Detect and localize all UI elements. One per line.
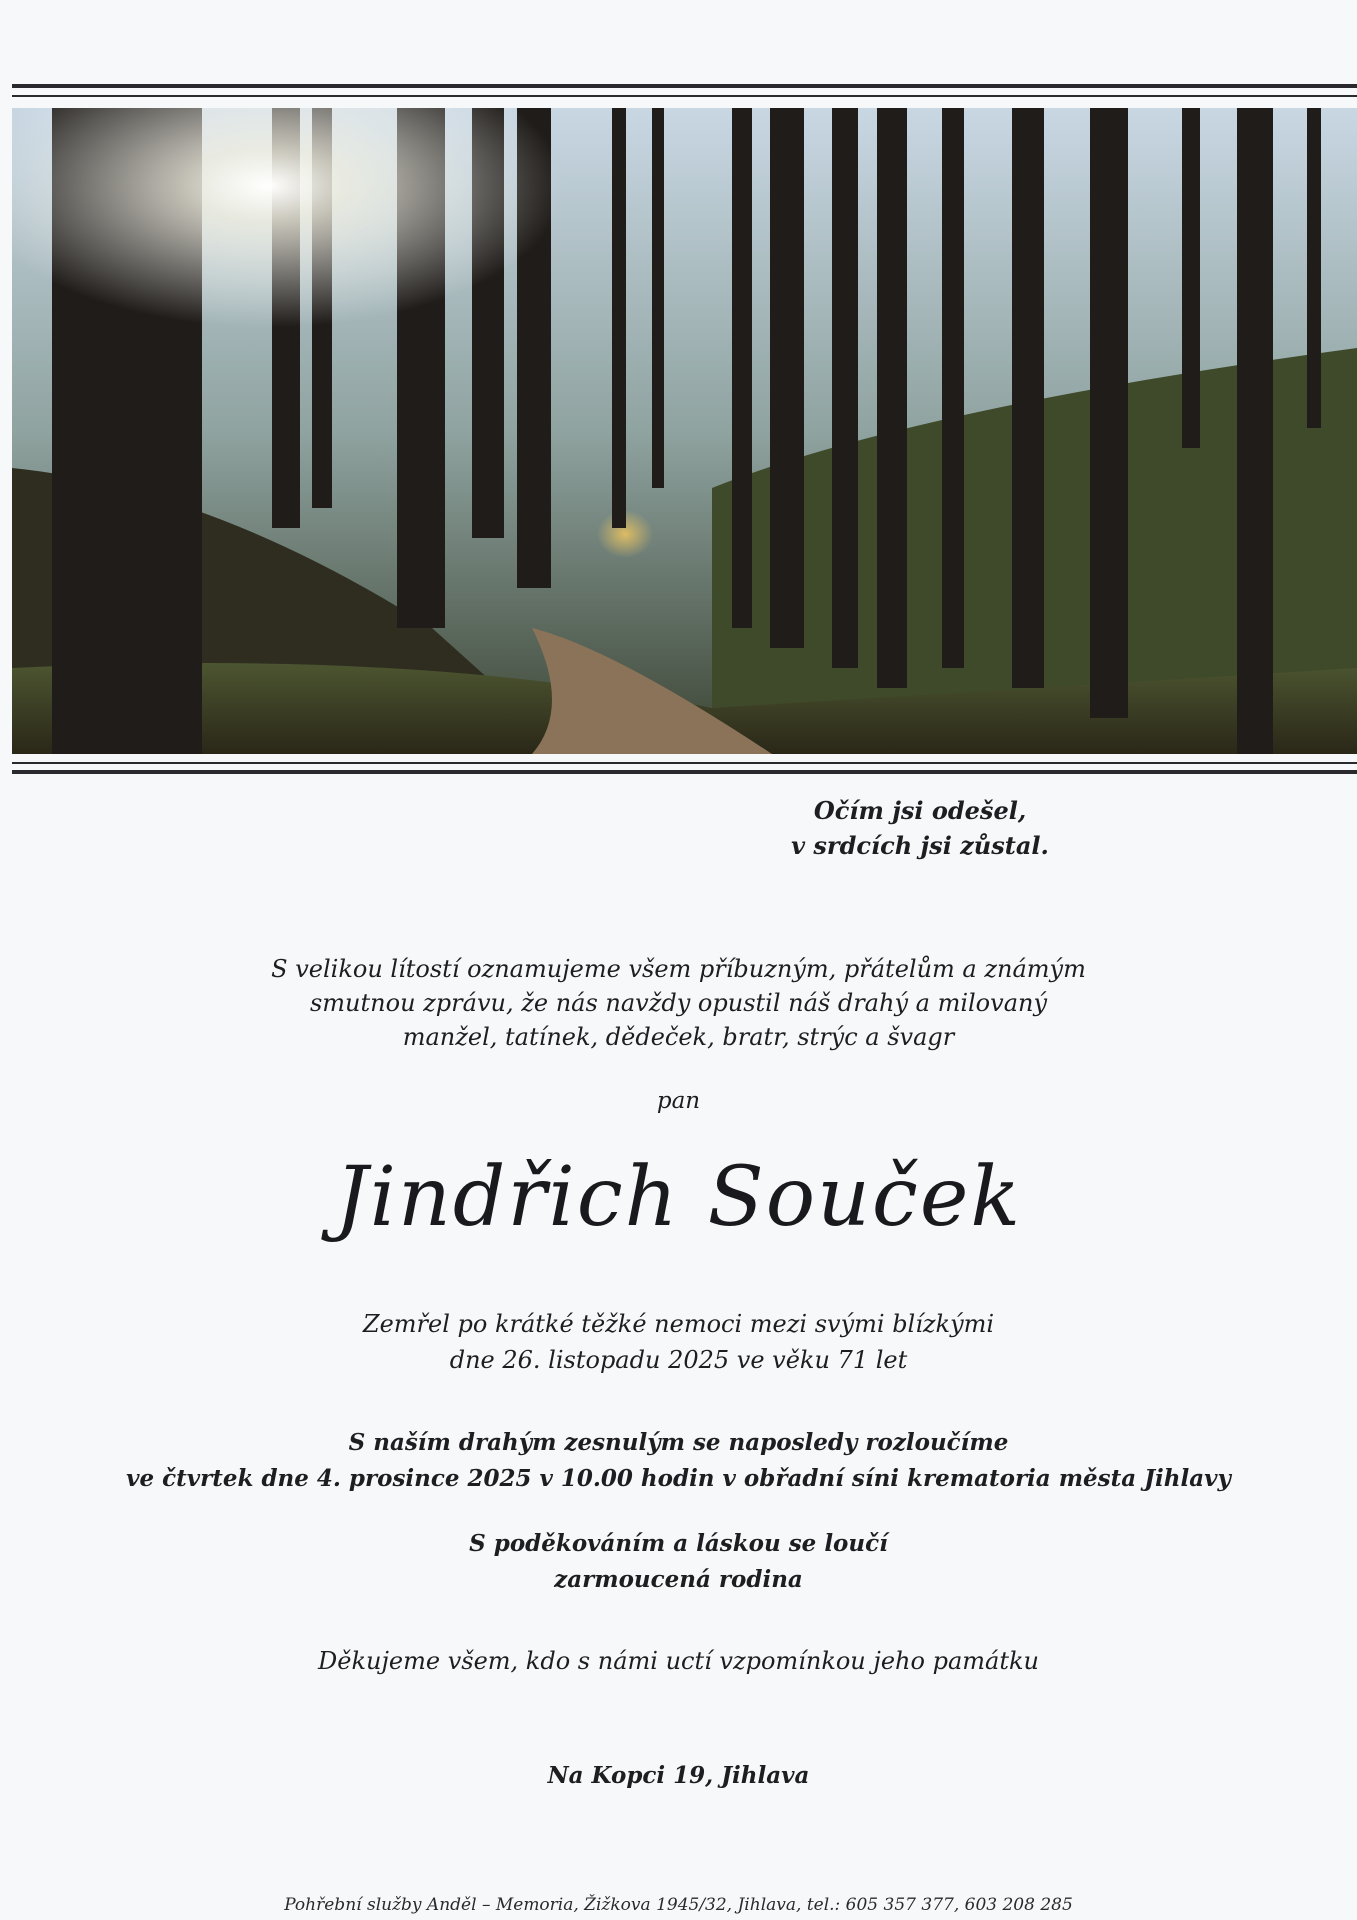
closing (0, 1526, 1357, 1598)
deceased-name: Jindřich Souček (334, 1150, 1023, 1245)
motto-line-1: Očím jsi odešel, (813, 796, 1027, 825)
death-notice (0, 1306, 1357, 1378)
top-rule-thin (12, 95, 1357, 97)
death-notice-line-1: Zemřel po krátké těžké nemoci mezi svými blízkými (362, 1310, 995, 1338)
funeral-line-1: S naším drahým zesnulým se naposledy rozloučíme (348, 1429, 1009, 1456)
announcement-line-2: smutnou zprávu, že nás navždy opustil náš drahý a milovaný (309, 989, 1048, 1017)
bottom-rule-thin (12, 762, 1357, 764)
announcement-line-1: S velikou lítostí oznamujeme všem příbuzným, přátelům a známým (271, 955, 1086, 983)
title-word: pan (656, 1088, 701, 1114)
death-notice-line-2: dne 26. listopadu 2025 ve věku 71 let (449, 1346, 908, 1374)
closing-line-2: zarmoucená rodina (554, 1566, 803, 1593)
announcement-line-3: manžel, tatínek, dědeček, bratr, strýc a švagr (402, 1023, 955, 1051)
motto-line-2: v srdcích jsi zůstal. (791, 831, 1049, 860)
gratitude-line: Děkujeme všem, kdo s námi uctí vzpomínkou jeho památku (318, 1647, 1039, 1675)
bottom-rule-thick (12, 770, 1357, 774)
top-rule-thick (12, 84, 1357, 88)
funeral-info (0, 1425, 1357, 1497)
announcement (0, 952, 1357, 1054)
closing-line-1: S poděkováním a láskou se loučí (469, 1530, 888, 1557)
address: Na Kopci 19, Jihlava (547, 1762, 810, 1789)
forest-photo (12, 108, 1357, 754)
motto (720, 793, 1120, 863)
funeral-line-2: ve čtvrtek dne 4. prosince 2025 v 10.00 hodin v obřadní síni krematoria města Jihlavy (126, 1465, 1231, 1492)
funeral-service-footer: Pohřební služby Anděl – Memoria, Žižkova 1945/32, Jihlava, tel.: 605 357 377, 603 208 285 (284, 1895, 1073, 1915)
